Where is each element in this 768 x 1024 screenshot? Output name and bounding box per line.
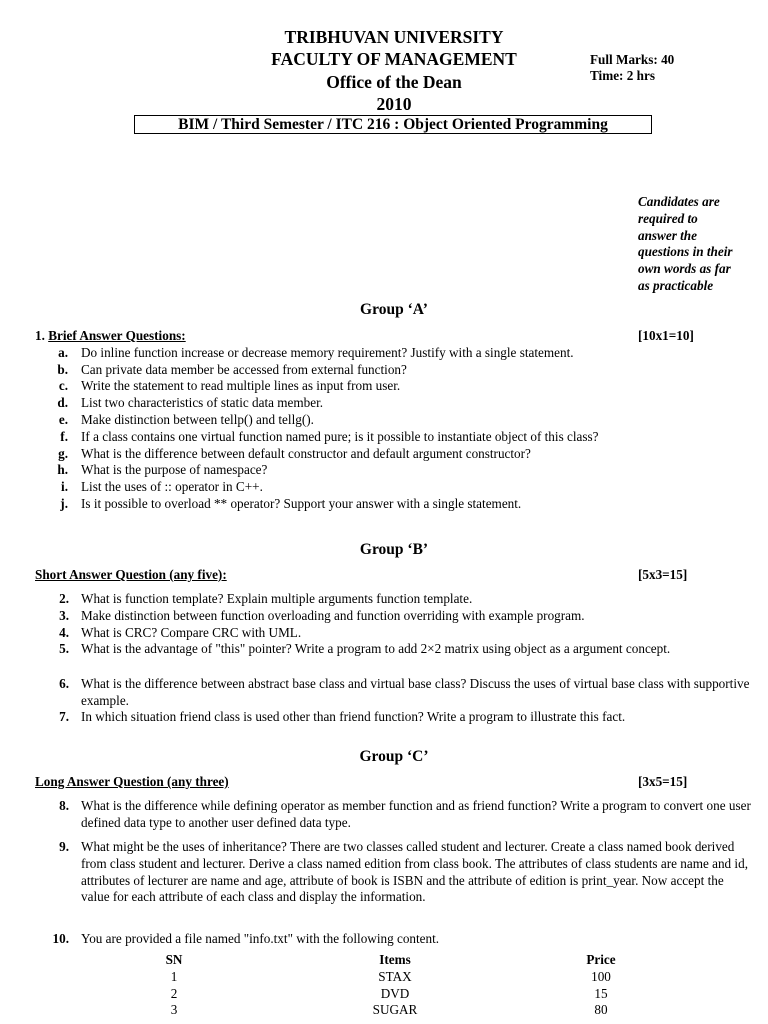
table-header-cell: Price [586,952,616,967]
section-heading-text: Short Answer Question (any five): [35,567,227,582]
table-row [110,1002,650,1019]
section-heading-text: Long Answer Question (any three) [35,774,229,789]
question-label: 7. [59,709,69,724]
question-text: What is the advantage of "this" pointer? Write a program to add 2×2 matrix using object as a argument concept. [81,641,671,656]
candidates-note-line: own words as far [638,261,731,277]
candidates-note-line: as practicable [638,277,714,293]
question-text: What might be the uses of inheritance? There are two classes called student and lecturer. Create a class named book derived from class student and lecturer. Derive a class named edition from class book. The attributes of class students are name and id, attributes of lecturer are name and age, attribute of book is ISBN and the attribute of edition is print_year. Now accept the value for each attribute of each class and display the information. [81,839,748,905]
time-allowed: Time: 2 hrs [590,68,655,83]
question-label: 3. [59,608,69,623]
group-b-heading [35,567,227,584]
question-text: You are provided a file named "info.txt" with the following content. [81,931,440,946]
question-text: What is CRC? Compare CRC with UML. [81,625,302,640]
question-label: g. [58,446,68,461]
question-text: If a class contains one virtual function named pure; is it possible to instantiate object of this class? [81,429,599,444]
question-text: Do inline function increase or decrease memory requirement? Justify with a single statement. [81,345,574,360]
table-cell: 3 [170,1002,178,1018]
question-label: 5. [59,641,69,656]
question-text: Is it possible to overload ** operator? Support your answer with a single statement. [81,496,522,511]
question-label: f. [60,429,68,444]
group-a-marks: [10x1=10] [638,328,694,343]
question-text: What is the purpose of namespace? [81,462,268,477]
full-marks: Full Marks: 40 [590,52,675,67]
table-cell: DVD [380,985,410,1001]
question-label: 10. [52,931,69,946]
candidates-note-line: Candidates are [638,194,720,209]
question-label: b. [57,362,68,377]
question-text: List two characteristics of static data member. [81,395,324,410]
question-text: List the uses of :: operator in C++. [81,479,263,494]
candidates-note-line: answer the [638,227,697,243]
candidates-note-line: questions in their [638,244,733,260]
question-text: What is the difference between abstract base class and virtual base class? Discuss the uses of virtual base class with supportive example. [81,676,750,708]
group-a-title: Group ‘A’ [360,301,428,318]
table-header-cell: SN [165,952,183,967]
exam-year: 2010 [376,94,412,114]
subject-box: BIM / Third Semester / ITC 216 : Object Oriented Programming [134,115,652,134]
question-label: d. [57,395,68,410]
group-b-marks: [5x3=15] [638,567,688,582]
table-cell: 2 [170,985,178,1001]
question-label: a. [58,345,68,360]
question-label: 6. [59,676,69,691]
group-c-heading [35,774,229,791]
question-text: Make distinction between tellp() and tellg(). [81,412,314,427]
question-text: Can private data member be accessed from external function? [81,362,407,377]
table-row [110,969,650,986]
table-cell: 100 [591,968,611,984]
candidates-note-line: required to [638,210,698,226]
table-cell: 80 [594,1002,608,1018]
candidates-note [638,194,758,295]
question-text: What is the difference while defining operator as member function and as friend function? Write a program to convert one user defined data type to another user defined data type. [81,798,751,830]
table-header-row [110,952,650,969]
question-label: i. [61,479,68,494]
group-c-marks: [3x5=15] [638,774,688,789]
question-text: What is function template? Explain multiple arguments function template. [81,591,473,606]
table-cell: STAX [378,968,412,984]
question-number: 1. [35,328,45,343]
question-label: j. [60,496,68,511]
question-label: h. [57,462,68,477]
office-name: Office of the Dean [326,72,462,92]
group-c-title: Group ‘C’ [359,748,429,765]
university-name: TRIBHUVAN UNIVERSITY [284,27,504,47]
faculty-name: FACULTY OF MANAGEMENT [271,49,517,69]
section-heading-text: Brief Answer Questions: [48,328,186,343]
table-row [110,986,650,1003]
group-b-title: Group ‘B’ [359,541,429,558]
question-label: 4. [59,625,69,640]
table-cell: 1 [170,968,178,984]
group-a-heading [35,328,186,345]
question-text: In which situation friend class is used other than friend function? Write a program to illustrate this fact. [81,709,626,724]
question-label: 9. [59,839,69,854]
question-text: What is the difference between default constructor and default argument constructor? [81,446,531,461]
question-label: 8. [59,798,69,813]
table-cell: SUGAR [372,1002,418,1018]
items-table [110,952,650,1019]
question-label: c. [58,378,68,393]
table-header-cell: Items [379,952,411,967]
question-label: e. [58,412,68,427]
question-label: 2. [59,591,69,606]
question-text: Make distinction between function overloading and function overriding with example program. [81,608,585,623]
table-cell: 15 [594,985,608,1001]
question-text: Write the statement to read multiple lines as input from user. [81,378,401,393]
